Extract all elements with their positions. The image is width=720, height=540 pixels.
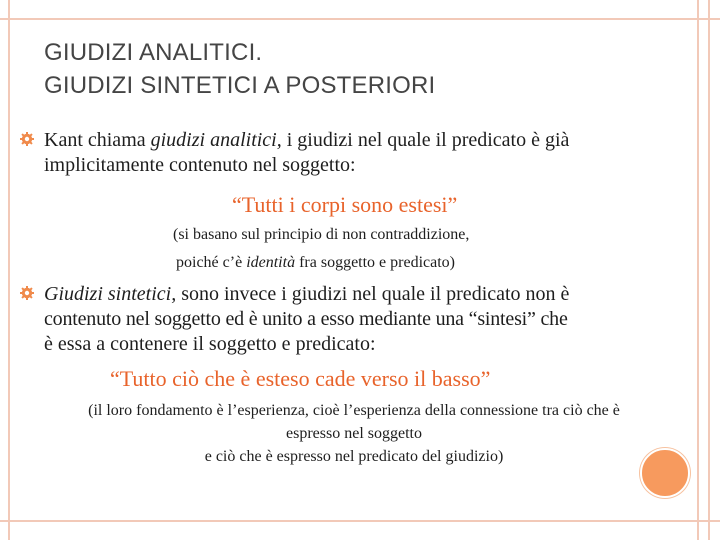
gear-bullet-icon xyxy=(20,286,34,300)
bullet-1-line-2: implicitamente contenuto nel soggetto: xyxy=(44,154,356,176)
bullet-2-line-3: è essa a contenere il soggetto e predicato: xyxy=(44,333,376,355)
slide-title xyxy=(44,36,604,102)
note-2-line-1: (il loro fondamento è l’esperienza, cioè l’esperienza della connessione tra ciò che è xyxy=(88,402,620,419)
bullet-2-post: sono invece i giudizi nel quale il predicato non è xyxy=(176,283,570,305)
note-1-pre: poiché c’è xyxy=(176,254,247,271)
bullet-1-pre: Kant chiama xyxy=(44,129,151,151)
note-2-line-2: espresso nel soggetto xyxy=(286,425,422,442)
bullet-2-line-1 xyxy=(44,282,696,307)
orange-circle-decoration xyxy=(640,448,690,498)
note-2 xyxy=(16,399,692,468)
frame-line-right-inner xyxy=(708,0,710,540)
bullet-2-text xyxy=(44,282,696,357)
bullet-2-italic: Giudizi sintetici, xyxy=(44,283,177,305)
bullet-1-italic: giudizi analitici, xyxy=(150,129,282,151)
frame-line-left xyxy=(8,0,10,540)
note-2-line-3: e ciò che è espresso nel predicato del giudizio) xyxy=(204,448,504,465)
note-1-line-2 xyxy=(176,254,455,272)
quote-1: “Tutti i corpi sono estesi” xyxy=(232,192,458,217)
bullet-1-post: i giudizi nel quale il predicato è già xyxy=(281,129,570,151)
bullet-2-line-2: contenuto nel soggetto ed è unito a esso mediante una “sintesi” che xyxy=(44,308,568,330)
bullet-1-text xyxy=(44,128,694,178)
frame-line-bottom xyxy=(0,520,720,522)
gear-bullet-icon xyxy=(20,132,34,146)
note-1-italic: identità xyxy=(246,254,296,271)
note-1-post: fra soggetto e predicato) xyxy=(295,254,456,271)
frame-line-right-outer xyxy=(697,0,699,540)
quote-2: “Tutto ciò che è esteso cade verso il basso” xyxy=(110,366,491,391)
frame-line-top xyxy=(0,18,720,20)
title-line-2: GIUDIZI SINTETICI A POSTERIORI xyxy=(44,72,436,99)
note-1-line-1: (si basano sul principio di non contraddizione, xyxy=(173,226,470,243)
title-line-1: GIUDIZI ANALITICI. xyxy=(44,39,263,66)
bullet-1-line-1 xyxy=(44,128,694,153)
